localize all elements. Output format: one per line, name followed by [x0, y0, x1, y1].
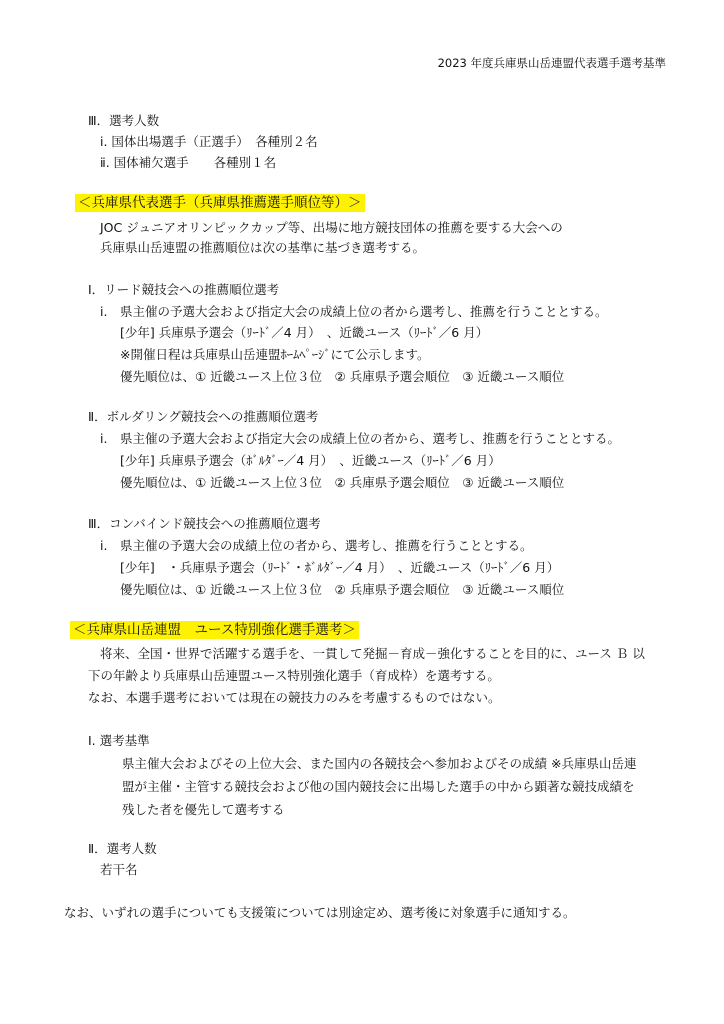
criteria-title: Ⅰ. 選考基準	[88, 733, 150, 748]
combined-section-item: ⅰ. 県主催の予選大会の成績上位の者から、選考し、推薦を行うこととする。	[100, 538, 533, 553]
lead-section-line: ※開催日程は兵庫県山岳連盟ﾎｰﾑﾍﾟｰｼﾞにて公示します。	[120, 347, 430, 362]
lead-section-line: [少年] 兵庫県予選会（ﾘｰﾄﾞ／4 月） 、近畿ユース（ﾘｰﾄﾞ／6 月）	[120, 325, 489, 340]
combined-section-line: 優先順位は、① 近畿ユース上位３位 ② 兵庫県予選会順位 ③ 近畿ユース順位	[120, 582, 565, 597]
youth-count-value: 若干名	[100, 862, 138, 877]
criteria-line: 盟が主催・主管する競技会および他の国内競技会に出場した選手の中から顕著な競技成績を	[122, 779, 635, 794]
representative-intro-line: 兵庫県山岳連盟の推薦順位は次の基準に基づき選考する。	[100, 240, 426, 255]
selection-count-item: ⅰ. 国体出場選手（正選手） 各種別２名	[100, 134, 318, 149]
combined-section-line: [少年] ・兵庫県予選会（ﾘｰﾄﾞ・ﾎﾞﾙﾀﾞｰ／4 月） 、近畿ユース（ﾘｰﾄﾞ／6 月）	[120, 560, 560, 575]
youth-intro-line: 下の年齢より兵庫県山岳連盟ユース特別強化選手（育成枠）を選考する。	[88, 668, 500, 683]
criteria-line: 県主催大会およびその上位大会、また国内の各競技会へ参加およびその成績 ※兵庫県山岳連	[122, 756, 637, 771]
youth-count-title: Ⅱ．選考人数	[88, 841, 157, 856]
bouldering-section-item: ⅰ. 県主催の予選大会および指定大会の成績上位の者から、選考し、推薦を行うこととする。	[100, 431, 620, 446]
bouldering-section-line: [少年] 兵庫県予選会（ﾎﾞﾙﾀﾞｰ／4 月） 、近畿ユース（ﾘｰﾄﾞ／6 月）	[120, 453, 501, 468]
criteria-line: 残した者を優先して選考する	[122, 802, 285, 817]
bouldering-section-line: 優先順位は、① 近畿ユース上位３位 ② 兵庫県予選会順位 ③ 近畿ユース順位	[120, 475, 565, 490]
selection-count-item: ⅱ. 国体補欠選手 各種別１名	[100, 155, 277, 170]
lead-section-title: Ⅰ．リード競技会への推薦順位選考	[88, 282, 280, 297]
representative-heading: ＜兵庫県代表選手（兵庫県推薦選手順位等）＞	[75, 194, 365, 212]
youth-intro-line: なお、本選手選考においては現在の競技力のみを考慮するものではない。	[88, 690, 501, 705]
lead-section-item: ⅰ. 県主催の予選大会および指定大会の成績上位の者から選考し、推薦を行うこととする。	[100, 304, 608, 319]
bouldering-section-title: Ⅱ．ボルダリング競技会への推薦順位選考	[88, 409, 319, 424]
youth-intro-line: 将来、全国・世界で活躍する選手を、一貫して発掘－育成－強化することを目的に、ユース Ｂ 以	[100, 646, 645, 661]
representative-intro-line: JOC ジュニアオリンピックカップ等、出場に地方競技団体の推薦を要する大会への	[100, 220, 563, 235]
youth-heading: ＜兵庫県山岳連盟 ユース特別強化選手選考＞	[70, 621, 359, 639]
closing-note: なお、いずれの選手についても支援策については別途定め、選考後に対象選手に通知する。	[64, 905, 576, 920]
lead-section-line: 優先順位は、① 近畿ユース上位３位 ② 兵庫県予選会順位 ③ 近畿ユース順位	[120, 369, 565, 384]
document-header: 2023 年度兵庫県山岳連盟代表選手選考基準	[437, 56, 666, 70]
combined-section-title: Ⅲ．コンバインド競技会への推薦順位選考	[88, 516, 321, 531]
section-selection-count-title: Ⅲ．選考人数	[88, 113, 160, 128]
